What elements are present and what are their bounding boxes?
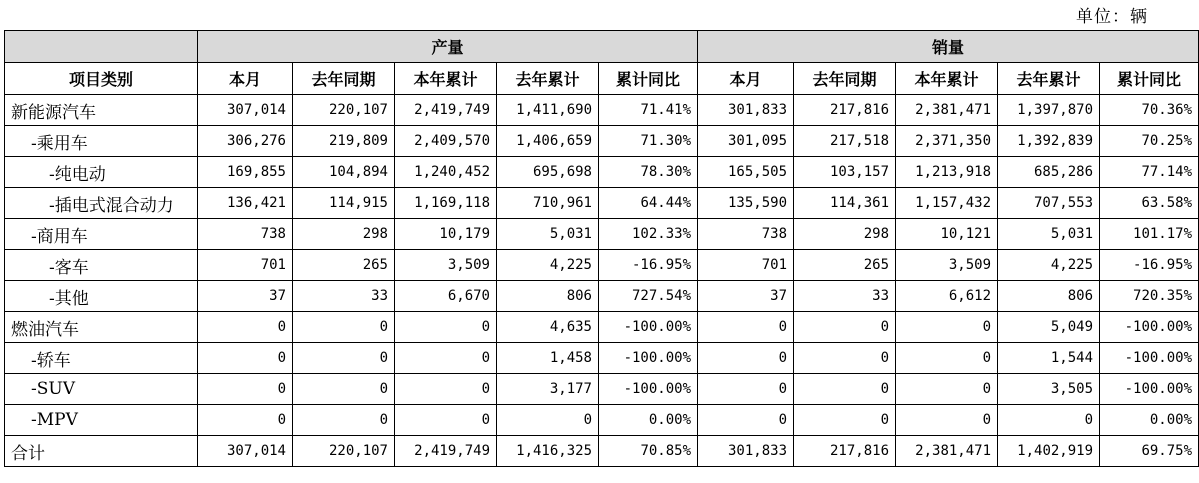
production-group-header: 产量 [198, 31, 698, 63]
value-cell: 685,286 [998, 157, 1100, 188]
value-cell: 114,361 [794, 188, 896, 219]
sales-group-header: 销量 [698, 31, 1199, 63]
value-cell: 0 [198, 405, 293, 436]
value-cell: 265 [794, 250, 896, 281]
value-cell: 0 [896, 374, 998, 405]
value-cell: 0 [198, 343, 293, 374]
table-row [5, 126, 1199, 157]
value-cell: 1,416,325 [497, 436, 599, 467]
value-cell: 710,961 [497, 188, 599, 219]
yoy-percent-cell: 69.75% [1100, 436, 1199, 467]
column-header-row [5, 63, 1199, 95]
value-cell: 695,698 [497, 157, 599, 188]
value-cell: 0 [198, 374, 293, 405]
yoy-percent-cell: -16.95% [1100, 250, 1199, 281]
blank-header-cell [5, 31, 198, 63]
value-cell: 1,213,918 [896, 157, 998, 188]
yoy-percent-cell: -100.00% [599, 374, 698, 405]
value-cell: 701 [198, 250, 293, 281]
table-row [5, 157, 1199, 188]
value-cell: 298 [293, 219, 395, 250]
yoy-percent-cell: 101.17% [1100, 219, 1199, 250]
value-cell: 701 [698, 250, 794, 281]
value-cell: 0 [698, 405, 794, 436]
value-cell: 806 [998, 281, 1100, 312]
value-cell: 217,816 [794, 95, 896, 126]
value-cell: 3,509 [395, 250, 497, 281]
category-column-header: 项目类别 [5, 63, 198, 95]
table-body [5, 95, 1199, 467]
value-cell: 306,276 [198, 126, 293, 157]
value-cell: 220,107 [293, 436, 395, 467]
row-category-cell: -MPV [5, 405, 198, 436]
value-cell: 6,670 [395, 281, 497, 312]
value-cell: 0 [395, 312, 497, 343]
row-category-cell: -插电式混合动力 [5, 188, 198, 219]
row-category-cell: -乘用车 [5, 126, 198, 157]
value-cell: 3,505 [998, 374, 1100, 405]
value-cell: 0 [896, 343, 998, 374]
table-row [5, 250, 1199, 281]
column-header: 累计同比 [599, 63, 698, 95]
value-cell: 1,458 [497, 343, 599, 374]
yoy-percent-cell: -100.00% [599, 312, 698, 343]
value-cell: 707,553 [998, 188, 1100, 219]
yoy-percent-cell: 70.36% [1100, 95, 1199, 126]
value-cell: 0 [395, 405, 497, 436]
yoy-percent-cell: -16.95% [599, 250, 698, 281]
row-category-cell: -轿车 [5, 343, 198, 374]
value-cell: 0 [896, 312, 998, 343]
row-category-cell: -商用车 [5, 219, 198, 250]
value-cell: 738 [698, 219, 794, 250]
value-cell: 0 [794, 343, 896, 374]
yoy-percent-cell: 71.30% [599, 126, 698, 157]
value-cell: 2,419,749 [395, 436, 497, 467]
table-row [5, 188, 1199, 219]
value-cell: 2,409,570 [395, 126, 497, 157]
value-cell: 4,225 [998, 250, 1100, 281]
value-cell: 2,381,471 [896, 95, 998, 126]
value-cell: 0 [794, 405, 896, 436]
value-cell: 0 [497, 405, 599, 436]
value-cell: 37 [198, 281, 293, 312]
table-row [5, 95, 1199, 126]
value-cell: 1,157,432 [896, 188, 998, 219]
value-cell: 2,381,471 [896, 436, 998, 467]
value-cell: 220,107 [293, 95, 395, 126]
value-cell: 169,855 [198, 157, 293, 188]
value-cell: 1,392,839 [998, 126, 1100, 157]
value-cell: 0 [395, 374, 497, 405]
value-cell: 0 [293, 343, 395, 374]
value-cell: 5,031 [998, 219, 1100, 250]
table-row [5, 405, 1199, 436]
yoy-percent-cell: 0.00% [599, 405, 698, 436]
value-cell: 301,833 [698, 95, 794, 126]
value-cell: 738 [198, 219, 293, 250]
row-category-cell: 合计 [5, 436, 198, 467]
value-cell: 0 [698, 312, 794, 343]
row-category-cell: -其他 [5, 281, 198, 312]
column-header: 本年累计 [896, 63, 998, 95]
value-cell: 0 [293, 312, 395, 343]
value-cell: 2,371,350 [896, 126, 998, 157]
yoy-percent-cell: 78.30% [599, 157, 698, 188]
value-cell: 0 [395, 343, 497, 374]
yoy-percent-cell: 102.33% [599, 219, 698, 250]
yoy-percent-cell: -100.00% [1100, 343, 1199, 374]
column-header: 去年累计 [998, 63, 1100, 95]
value-cell: 301,833 [698, 436, 794, 467]
value-cell: 33 [794, 281, 896, 312]
value-cell: 0 [698, 343, 794, 374]
value-cell: 1,397,870 [998, 95, 1100, 126]
yoy-percent-cell: -100.00% [1100, 312, 1199, 343]
value-cell: 0 [293, 374, 395, 405]
value-cell: 0 [896, 405, 998, 436]
value-cell: 307,014 [198, 95, 293, 126]
value-cell: 0 [998, 405, 1100, 436]
column-header: 本月 [698, 63, 794, 95]
group-header-row [5, 31, 1199, 63]
value-cell: 1,402,919 [998, 436, 1100, 467]
value-cell: 5,031 [497, 219, 599, 250]
value-cell: 4,225 [497, 250, 599, 281]
row-category-cell: 新能源汽车 [5, 95, 198, 126]
value-cell: 10,121 [896, 219, 998, 250]
table-row [5, 436, 1199, 467]
table-row [5, 374, 1199, 405]
table-row [5, 281, 1199, 312]
value-cell: 301,095 [698, 126, 794, 157]
value-cell: 1,544 [998, 343, 1100, 374]
yoy-percent-cell: -100.00% [599, 343, 698, 374]
value-cell: 0 [794, 312, 896, 343]
row-category-cell: -客车 [5, 250, 198, 281]
value-cell: 307,014 [198, 436, 293, 467]
value-cell: 33 [293, 281, 395, 312]
table-row [5, 343, 1199, 374]
value-cell: 114,915 [293, 188, 395, 219]
value-cell: 3,177 [497, 374, 599, 405]
yoy-percent-cell: 727.54% [599, 281, 698, 312]
value-cell: 806 [497, 281, 599, 312]
row-category-cell: -SUV [5, 374, 198, 405]
yoy-percent-cell: 70.85% [599, 436, 698, 467]
row-category-cell: -纯电动 [5, 157, 198, 188]
value-cell: 37 [698, 281, 794, 312]
yoy-percent-cell: 720.35% [1100, 281, 1199, 312]
value-cell: 1,169,118 [395, 188, 497, 219]
yoy-percent-cell: 70.25% [1100, 126, 1199, 157]
value-cell: 136,421 [198, 188, 293, 219]
yoy-percent-cell: 0.00% [1100, 405, 1199, 436]
value-cell: 3,509 [896, 250, 998, 281]
column-header: 去年同期 [794, 63, 896, 95]
value-cell: 10,179 [395, 219, 497, 250]
value-cell: 6,612 [896, 281, 998, 312]
value-cell: 2,419,749 [395, 95, 497, 126]
column-header: 本月 [198, 63, 293, 95]
column-header: 本年累计 [395, 63, 497, 95]
value-cell: 1,240,452 [395, 157, 497, 188]
value-cell: 4,635 [497, 312, 599, 343]
table-row [5, 312, 1199, 343]
yoy-percent-cell: 77.14% [1100, 157, 1199, 188]
column-header: 去年同期 [293, 63, 395, 95]
value-cell: 298 [794, 219, 896, 250]
column-header: 累计同比 [1100, 63, 1199, 95]
value-cell: 104,894 [293, 157, 395, 188]
value-cell: 135,590 [698, 188, 794, 219]
value-cell: 0 [698, 374, 794, 405]
yoy-percent-cell: 63.58% [1100, 188, 1199, 219]
table-row [5, 219, 1199, 250]
value-cell: 1,411,690 [497, 95, 599, 126]
value-cell: 265 [293, 250, 395, 281]
yoy-percent-cell: 71.41% [599, 95, 698, 126]
yoy-percent-cell: 64.44% [599, 188, 698, 219]
value-cell: 217,518 [794, 126, 896, 157]
value-cell: 165,505 [698, 157, 794, 188]
value-cell: 219,809 [293, 126, 395, 157]
value-cell: 0 [293, 405, 395, 436]
unit-label: 单位：辆 [1076, 7, 1148, 27]
value-cell: 0 [794, 374, 896, 405]
value-cell: 103,157 [794, 157, 896, 188]
value-cell: 0 [198, 312, 293, 343]
production-sales-table [4, 30, 1199, 467]
row-category-cell: 燃油汽车 [5, 312, 198, 343]
value-cell: 5,049 [998, 312, 1100, 343]
value-cell: 1,406,659 [497, 126, 599, 157]
column-header: 去年累计 [497, 63, 599, 95]
value-cell: 217,816 [794, 436, 896, 467]
yoy-percent-cell: -100.00% [1100, 374, 1199, 405]
